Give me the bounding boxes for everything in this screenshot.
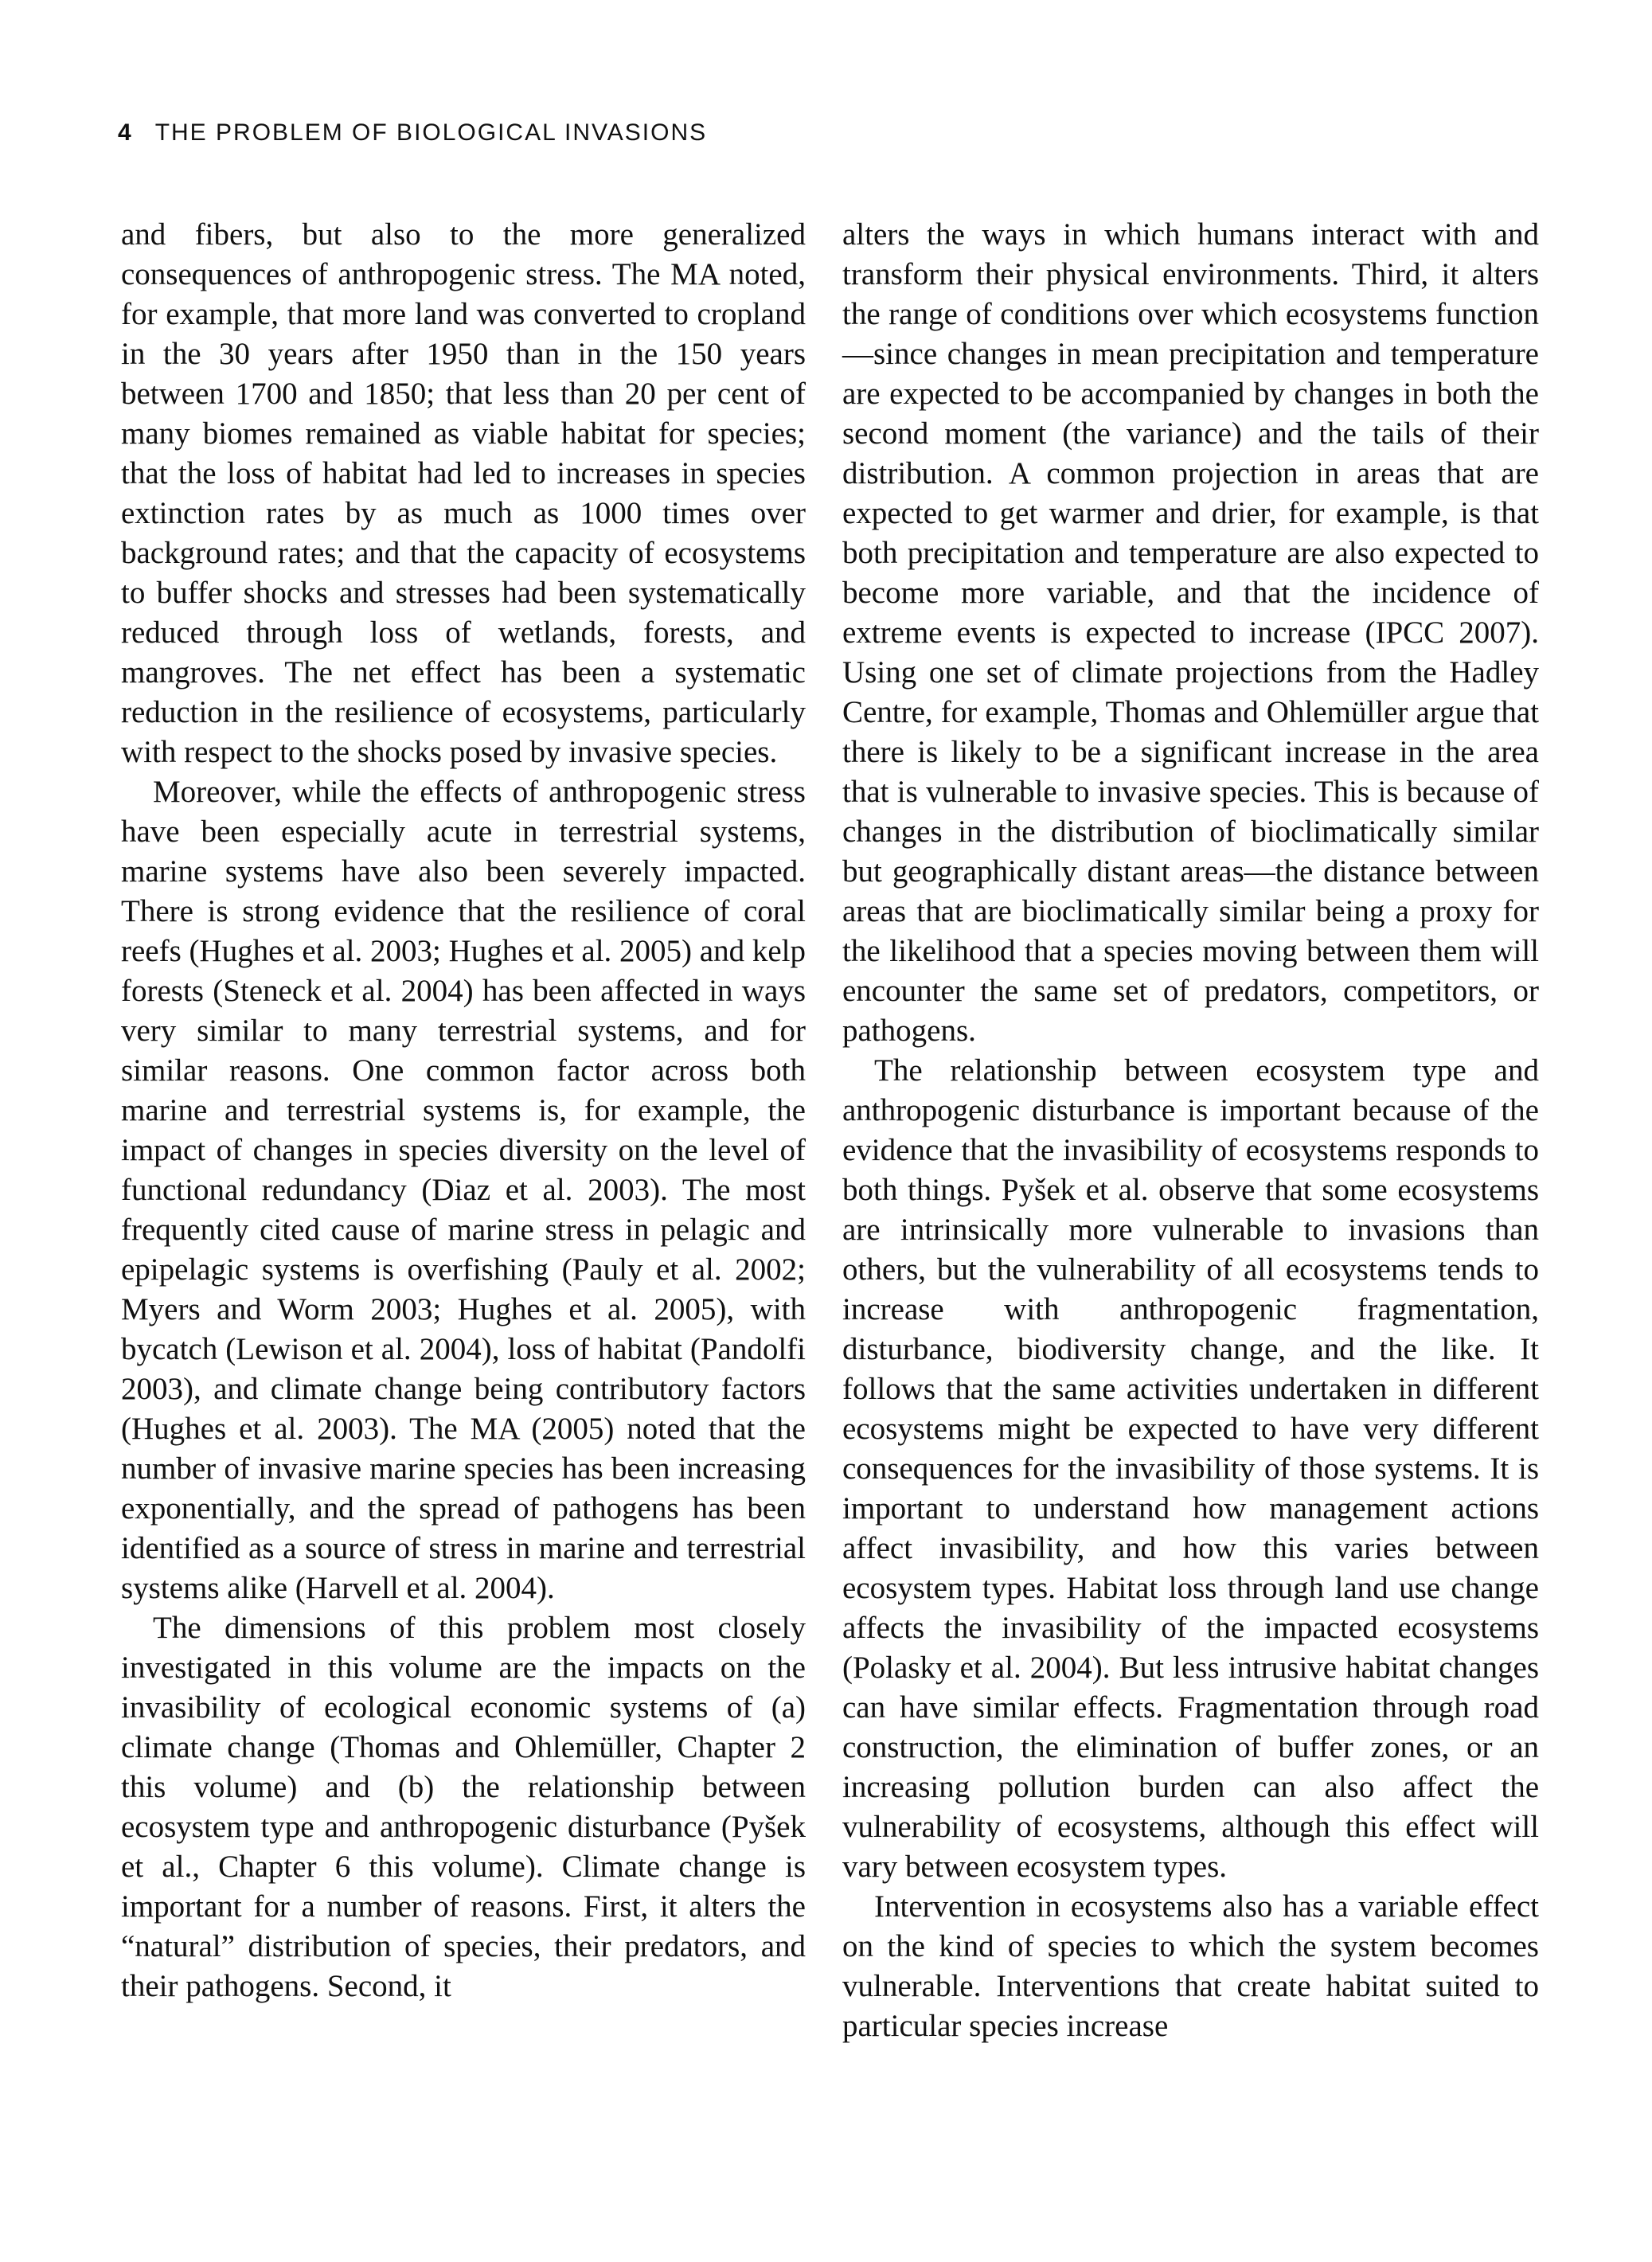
paragraph: alters the ways in which humans interact with and transform their physical environments. Third, it alters the range of conditions over which ecosystems function—since changes in mean precipitation and temperature are expected to be accompanied by changes in both the second moment (the variance) and the tails of their distribution. A common projection in areas that are expected to get warmer and drier, for example, is that both precipitation and temperature are also expected to become more variable, and that the incidence of extreme events is expected to increase (IPCC 2007). Using one set of climate projections from the Hadley Centre, for example, Thomas and Ohlemüller argue that there is likely to be a significant increase in the area that is vulnerable to invasive species. This is because of changes in the distribution of bioclimatically similar but geographically distant areas—the distance between areas that are bioclimatically similar being a proxy for the likelihood that a species moving between them will encounter the same set of predators, competitors, or pathogens. — [842, 217, 1539, 1048]
paragraph: Intervention in ecosystems also has a variable effect on the kind of species to which the system becomes vulnerable. Interventions that create habitat suited to particular species increase — [842, 1889, 1539, 2043]
running-header — [118, 119, 707, 147]
running-title: THE PROBLEM OF BIOLOGICAL INVASIONS — [154, 119, 708, 146]
right-column — [842, 215, 1539, 2046]
left-column — [121, 215, 806, 2006]
page-number: 4 — [118, 119, 133, 146]
paragraph: Moreover, while the effects of anthropogenic stress have been especially acute in terrestrial systems, marine systems have also been severely impacted. There is strong evidence that the resilience of coral reefs (Hughes et al. 2003; Hughes et al. 2005) and kelp forests (Steneck et al. 2004) has been affected in ways very similar to many terrestrial systems, and for similar reasons. One common factor across both marine and terrestrial systems is, for example, the impact of changes in species diversity on the level of functional redundancy (Diaz et al. 2003). The most frequently cited cause of marine stress in pelagic and epipelagic systems is overfishing (Pauly et al. 2002; Myers and Worm 2003; Hughes et al. 2005), with bycatch (Lewison et al. 2004), loss of habitat (Pandolfi 2003), and climate change being contributory factors (Hughes et al. 2003). The MA (2005) noted that the number of invasive marine species has been increasing exponentially, and the spread of pathogens has been identified as a source of stress in marine and terrestrial systems alike (Harvell et al. 2004). — [121, 775, 806, 1605]
paragraph: The dimensions of this problem most closely investigated in this volume are the impacts on the invasibility of ecological economic systems of (a) climate change (Thomas and Ohlemüller, Chapter 2 this volume) and (b) the relationship between ecosystem type and anthropogenic disturbance (Pyšek et al., Chapter 6 this volume). Climate change is important for a number of reasons. First, it alters the “natural” distribution of species, their predators, and their pathogens. Second, it — [121, 1611, 806, 2003]
paragraph: The relationship between ecosystem type and anthropogenic disturbance is important because of the evidence that the invasibility of ecosystems responds to both things. Pyšek et al. observe that some ecosystems are intrinsically more vulnerable to invasions than others, but the vulnerability of all ecosystems tends to increase with anthropogenic fragmentation, disturbance, biodiversity change, and the like. It follows that the same activities undertaken in different ecosystems might be expected to have very different consequences for the invasibility of those systems. It is important to understand how management actions affect invasibility, and how this varies between ecosystem types. Habitat loss through land use change affects the invasibility of the impacted ecosystems (Polasky et al. 2004). But less intrusive habitat changes can have similar effects. Fragmentation through road construction, the elimination of buffer zones, or an increasing pollution burden can also affect the vulnerability of ecosystems, although this effect will vary between ecosystem types. — [842, 1053, 1539, 1884]
paragraph: and fibers, but also to the more generalized consequences of anthropogenic stress. The MA noted, for example, that more land was converted to cropland in the 30 years after 1950 than in the 150 years between 1700 and 1850; that less than 20 per cent of many biomes remained as viable habitat for species; that the loss of habitat had led to increases in species extinction rates by as much as 1000 times over background rates; and that the capacity of ecosystems to buffer shocks and stresses had been systematically reduced through loss of wetlands, forests, and mangroves. The net effect has been a systematic reduction in the resilience of ecosystems, particularly with respect to the shocks posed by invasive species. — [121, 217, 806, 769]
